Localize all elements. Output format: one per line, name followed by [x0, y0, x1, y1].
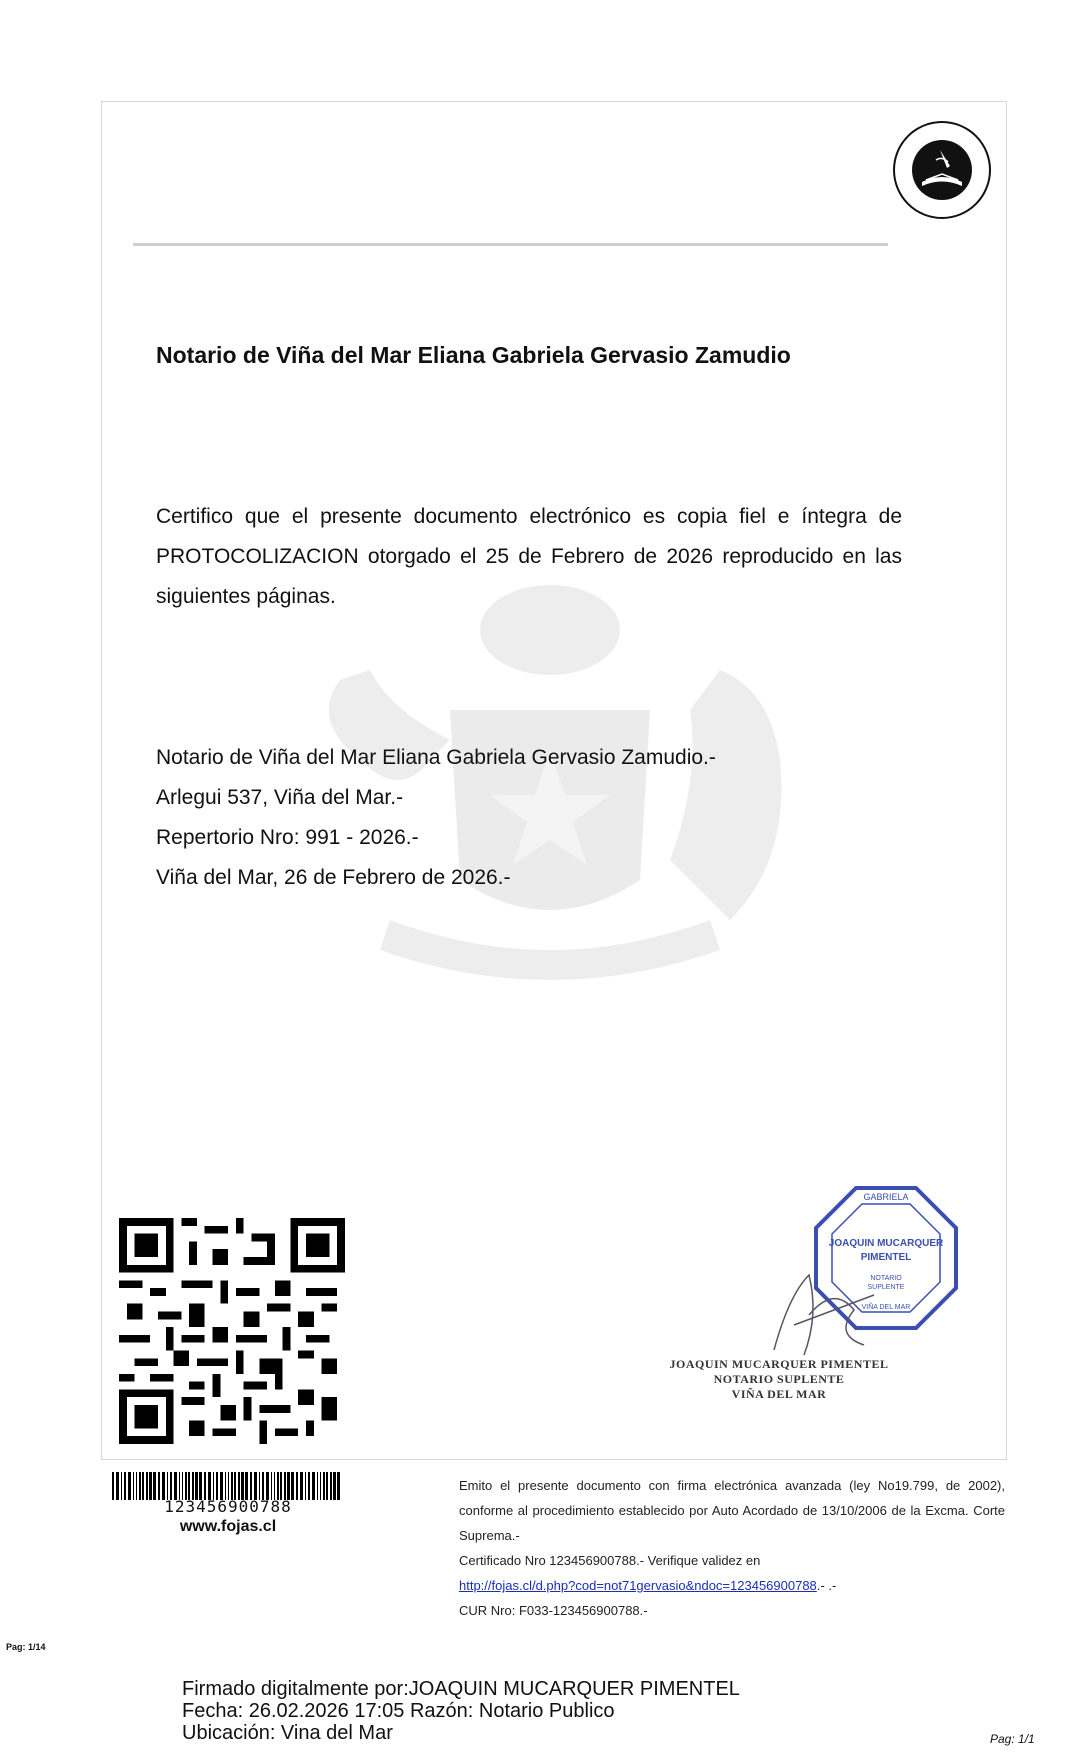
notary-address-line: Arlegui 537, Viña del Mar.-	[156, 786, 404, 809]
signer-role: NOTARIO SUPLENTE	[713, 1372, 845, 1386]
digital-signature-block	[182, 1678, 740, 1744]
notary-info-block	[156, 738, 716, 898]
signer-block	[664, 1357, 894, 1402]
svg-text:SUPLENTE: SUPLENTE	[867, 1284, 905, 1291]
header-divider	[133, 243, 888, 246]
svg-text:VIÑA DEL MAR: VIÑA DEL MAR	[861, 1304, 911, 1311]
svg-text:PIMENTEL: PIMENTEL	[860, 1252, 912, 1263]
handwritten-signature	[764, 1255, 884, 1365]
verification-link[interactable]: http://fojas.cl/d.php?cod=not71gervasio&ndoc=123456900788	[459, 1578, 817, 1593]
certification-text: Certifico que el presente documento electrónico es copia fiel e íntegra de PROTOCOLIZACION otorgado el 25 de Febrero de 2026 reproducido en las siguientes páginas.	[156, 505, 902, 608]
cur-number-line: CUR Nro: F033-123456900788.-	[459, 1603, 648, 1618]
electronic-signature-notice	[459, 1473, 1005, 1623]
signer-name: JOAQUIN MUCARQUER PIMENTEL	[669, 1357, 889, 1371]
svg-text:NOTARIO: NOTARIO	[870, 1275, 902, 1282]
notary-title: Notario de Viña del Mar Eliana Gabriela Gervasio Zamudio	[156, 342, 791, 368]
certificate-number-line: Certificado Nro 123456900788.- Verifique validez en	[459, 1553, 761, 1568]
emit-text: Emito el presente documento con firma electrónica avanzada (ley No19.799, de 2002), conforme al procedimiento establecido por Auto Acordado de 13/10/2006 de la Excma. Corte Suprema.-	[459, 1478, 1005, 1543]
signed-by-line: Firmado digitalmente por:JOAQUIN MUCARQUER PIMENTEL	[182, 1678, 740, 1700]
link-suffix: .- .-	[816, 1578, 837, 1593]
barcode-number: 123456900788	[164, 1497, 292, 1516]
barcode-icon	[112, 1472, 344, 1500]
page-number-left: Pag: 1/14	[6, 1642, 46, 1652]
location-line: Ubicación: Vina del Mar	[182, 1722, 393, 1744]
svg-text:JOAQUIN MUCARQUER: JOAQUIN MUCARQUER	[828, 1238, 944, 1249]
repertorio-line: Repertorio Nro: 991 - 2026.-	[156, 826, 419, 849]
svg-text:GABRIELA: GABRIELA	[863, 1192, 909, 1202]
notary-name-line: Notario de Viña del Mar Eliana Gabriela Gervasio Zamudio.-	[156, 746, 716, 769]
page-number-right: Pag: 1/1	[990, 1732, 1035, 1746]
date-line: Viña del Mar, 26 de Febrero de 2026.-	[156, 866, 511, 889]
website-label: www.fojas.cl	[179, 1518, 277, 1535]
date-reason-line: Fecha: 26.02.2026 17:05 Razón: Notario Publico	[182, 1700, 615, 1722]
signer-city: VIÑA DEL MAR	[731, 1387, 827, 1401]
notary-association-seal-icon	[892, 120, 992, 220]
verification-link-line	[459, 1573, 1005, 1598]
qr-code-icon	[119, 1218, 345, 1444]
